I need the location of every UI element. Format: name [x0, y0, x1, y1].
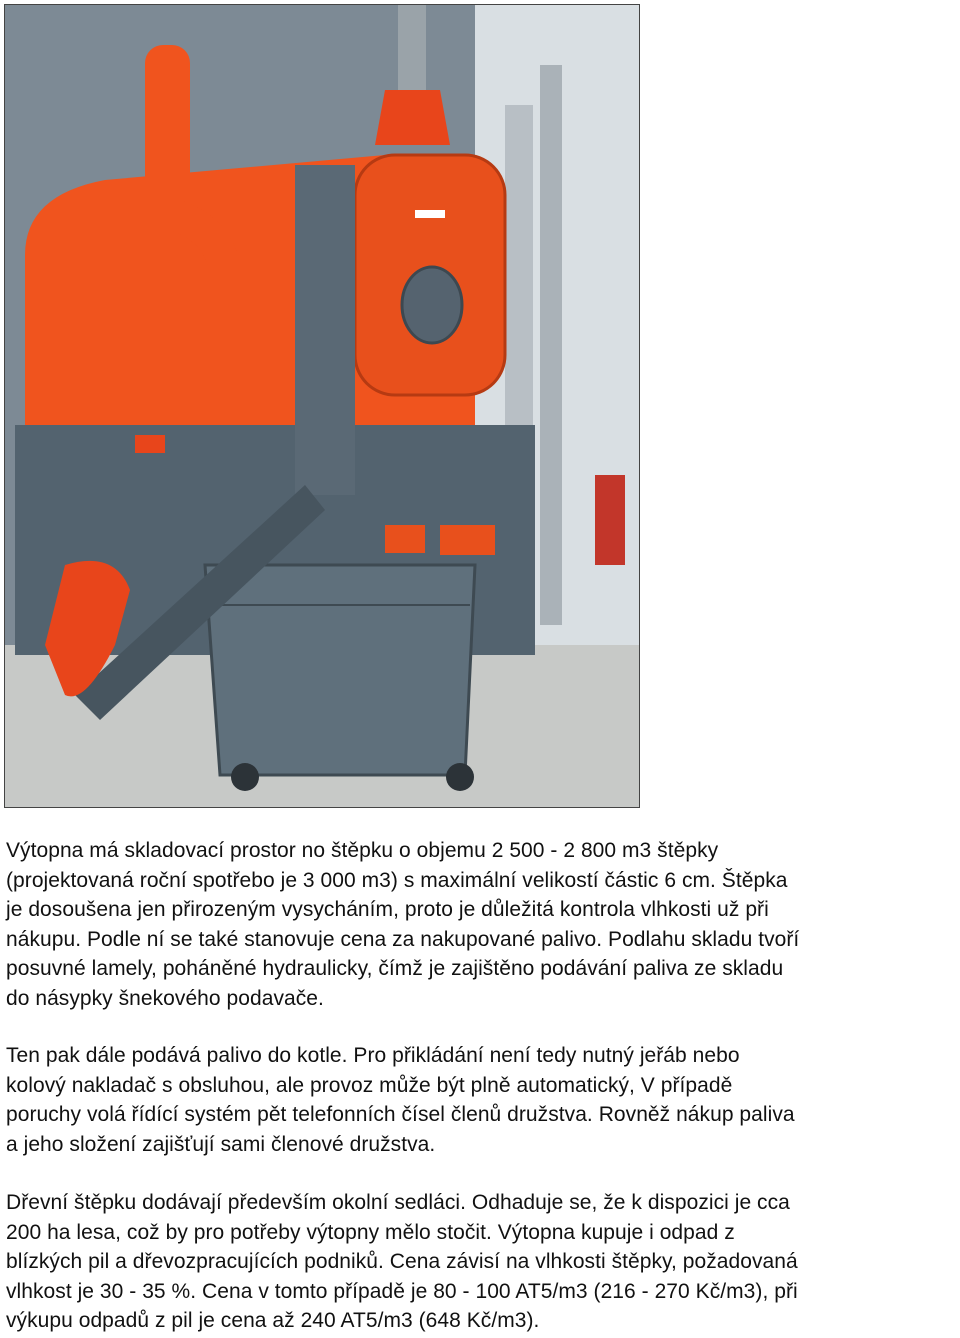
flue-pipe — [398, 5, 426, 95]
cart-wheel — [231, 763, 259, 791]
inspection-port — [402, 267, 462, 343]
paragraph-feeding: Ten pak dále podává palivo do kotle. Pro přikládání není tedy nutný jeřáb nebo kolový nakladač s obsluhou, ale provoz může být plně automatický, V případě poruchy volá řídící systém pět telefonních čísel členů družstva. Rovněž nákup paliva a jeho složení zajišťují sami členové družstva. — [6, 1044, 795, 1156]
control-box — [135, 435, 165, 453]
cart-wheel — [446, 763, 474, 791]
access-plate — [440, 525, 495, 555]
fuel-hopper — [205, 565, 475, 775]
insulated-pipe-2 — [540, 65, 562, 625]
boiler-mid-section — [295, 165, 355, 495]
access-plate — [385, 525, 425, 553]
wall-box — [595, 475, 625, 565]
flue-connector — [375, 90, 450, 145]
paragraph-storage: Výtopna má skladovací prostor no štěpku o objemu 2 500 - 2 800 m3 štěpky (projektovaná roční spotřebo je 3 000 m3) s maximální velikostí částic 6 cm. Štěpka je dosoušena jen přirozeným vysycháním, proto je důležitá kontrola vlhkosti už při nákupu. Podle ní se také stanovuje cena za nakupované palivo. Podlahu skladu tvoří posuvné lamely, poháněné hydraulicky, čímž je zajištěno podávání paliva ze skladu do násypky šnekového podavače. — [6, 839, 800, 1010]
nameplate — [415, 210, 445, 218]
boiler-illustration — [5, 5, 639, 807]
boiler-photo — [4, 4, 640, 808]
paragraph-supply-price: Dřevní štěpku dodávají především okolní sedláci. Odhaduje se, že k dispozici je cca 200 ha lesa, což by pro potřeby výtopny mělo stočit. Výtopna kupuje i odpad z blízkých pil a dřevozpracujících podniků. Cena závisí na vlhkosti štěpky, požadovaná vlhkost je 30 - 35 %. Cena v tomto případě je 80 - 100 AT5/m3 (216 - 270 Kč/m3), při výkupu odpadů z pil je cena až 240 AT5/m3 (648 Kč/m3). — [6, 1191, 798, 1332]
